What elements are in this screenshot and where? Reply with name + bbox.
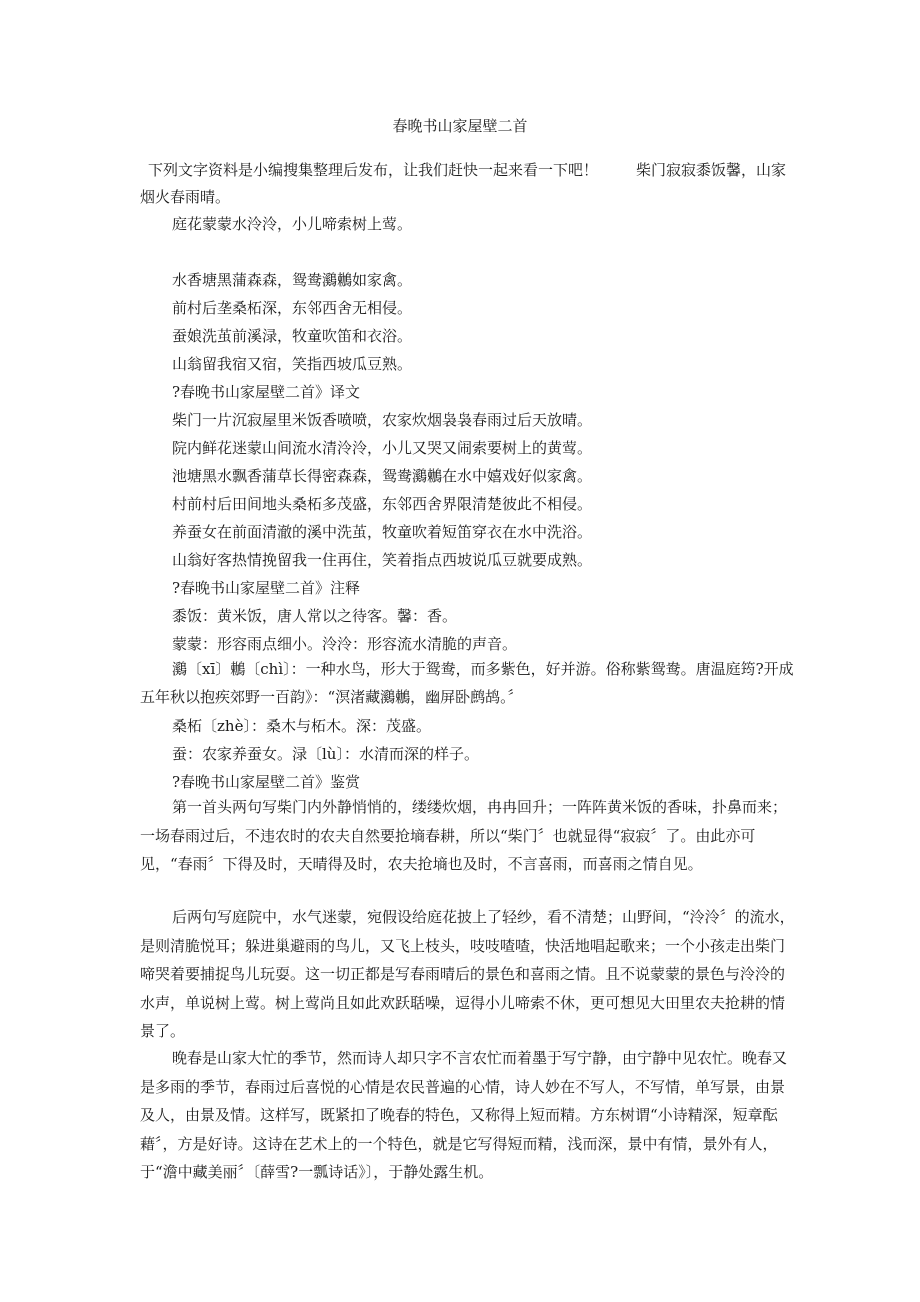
translation-line: 山翁好客热情挽留我一住再住，笑着指点西坡说瓜豆就要成熟。 (172, 551, 593, 569)
intro-paragraph (140, 157, 795, 211)
translation-heading: ?春晚书山家屋壁二首》译文 (172, 383, 361, 401)
notes-heading: ?春晚书山家屋壁二首》注释 (172, 579, 361, 597)
note-item: 黍饭：黄米饭，唐人常以之待客。馨：香。 (172, 607, 458, 625)
translation-line: 村前村后田间地头桑柘多茂盛，东邻西舍界限清楚彼此不相侵。 (172, 495, 593, 513)
poem-line: 庭花蒙蒙水泠泠，小儿啼索树上莺。 (172, 215, 413, 233)
intro-lead: 下列文字资料是小编搜集整理后发布，让我们赶快一起来看一下吧！ (148, 161, 599, 179)
appreciation-paragraph: 后两句写庭院中，水气迷蒙，宛假设给庭花披上了轻纱，看不清楚；山野间，“泠泠〞的流水，是则清脆悦耳；躲进巢避雨的鸟儿，又飞上枝头，吱吱喳喳，快活地唱起歌来；一个小孩走出柴门啼哭着要捕捉鸟儿玩耍。这一切正都是写春雨晴后的景色和喜雨之情。且不说蒙蒙的景色与泠泠的水声，单说树上莺。树上莺尚且如此欢跃聒噪，逗得小儿啼索不休，更可想见大田里农夫抢耕的情景了。 (140, 908, 795, 1040)
appreciation-paragraph: 第一首头两句写柴门内外静悄悄的，缕缕炊烟，冉冉回升；一阵阵黄米饭的香味，扑鼻而来；一场春雨过后，不违农时的农夫自然要抢墒春耕，所以“柴门〞也就显得“寂寂〞了。由此亦可见，“春雨〞下得及时，天晴得及时，农夫抢墒也及时，不言喜雨，而喜雨之情自见。 (140, 798, 788, 873)
translation-line: 柴门一片沉寂屋里米饭香喷喷，农家炊烟袅袅春雨过后天放晴。 (172, 411, 593, 429)
appreciation-heading: ?春晚书山家屋壁二首》鉴赏 (172, 773, 361, 791)
poem-line: 前村后垄桑柘深，东邻西舍无相侵。 (172, 299, 413, 317)
poem-line: 山翁留我宿又宿，笑指西坡瓜豆熟。 (172, 355, 413, 373)
page-title: 春晚书山家屋壁二首 (392, 117, 528, 135)
translation-line: 院内鲜花迷蒙山间流水清泠泠，小儿又哭又闹索要树上的黄莺。 (172, 439, 593, 457)
appreciation-paragraph: 晚春是山家大忙的季节，然而诗人却只字不言农忙而着墨于写宁静，由宁静中见农忙。晚春又是多雨的季节，春雨过后喜悦的心情是农民普遍的心情，诗人妙在不写人，不写情，单写景，由景及人，由景及情。这样写，既紧扣了晚春的特色，又称得上短而精。方东树谓“小诗精深，短章酝藉〞，方是好诗。这诗在艺术上的一个特色，就是它写得短而精，浅而深，景中有情，景外有人，于“澹中藏美丽〞〔薛雪?一瓢诗话》〕，于静处露生机。 (140, 1049, 788, 1181)
poem-line: 水香塘黑蒲森森，鸳鸯鸂鶒如家禽。 (172, 271, 413, 289)
note-item: 蚕：农家养蚕女。渌〔lù〕：水清而深的样子。 (172, 745, 479, 763)
note-item: 桑柘〔zhè〕：桑木与柘木。深：茂盛。 (172, 717, 431, 735)
translation-line: 养蚕女在前面清澈的溪中洗茧，牧童吹着短笛穿衣在水中洗浴。 (172, 523, 593, 541)
note-item: 蒙蒙：形容雨点细小。泠泠：形容流水清脆的声音。 (172, 635, 518, 653)
poem-line: 蚕娘洗茧前溪渌，牧童吹笛和衣浴。 (172, 327, 413, 345)
translation-line: 池塘黑水飘香蒲草长得密森森，鸳鸯鸂鶒在水中嬉戏好似家禽。 (172, 467, 593, 485)
intro-verse: 柴门寂寂黍饭馨，山家烟火春雨晴。 (140, 161, 787, 206)
note-item: 鸂〔xī〕鶒〔chì〕：一种水鸟，形大于鸳鸯，而多紫色，好并游。俗称紫鸳鸯。唐温庭筠?开成五年秋以抱疾郊野一百韵》：“溟渚藏鸂鶒，幽屏卧鹧鸪。〞 (140, 660, 794, 706)
